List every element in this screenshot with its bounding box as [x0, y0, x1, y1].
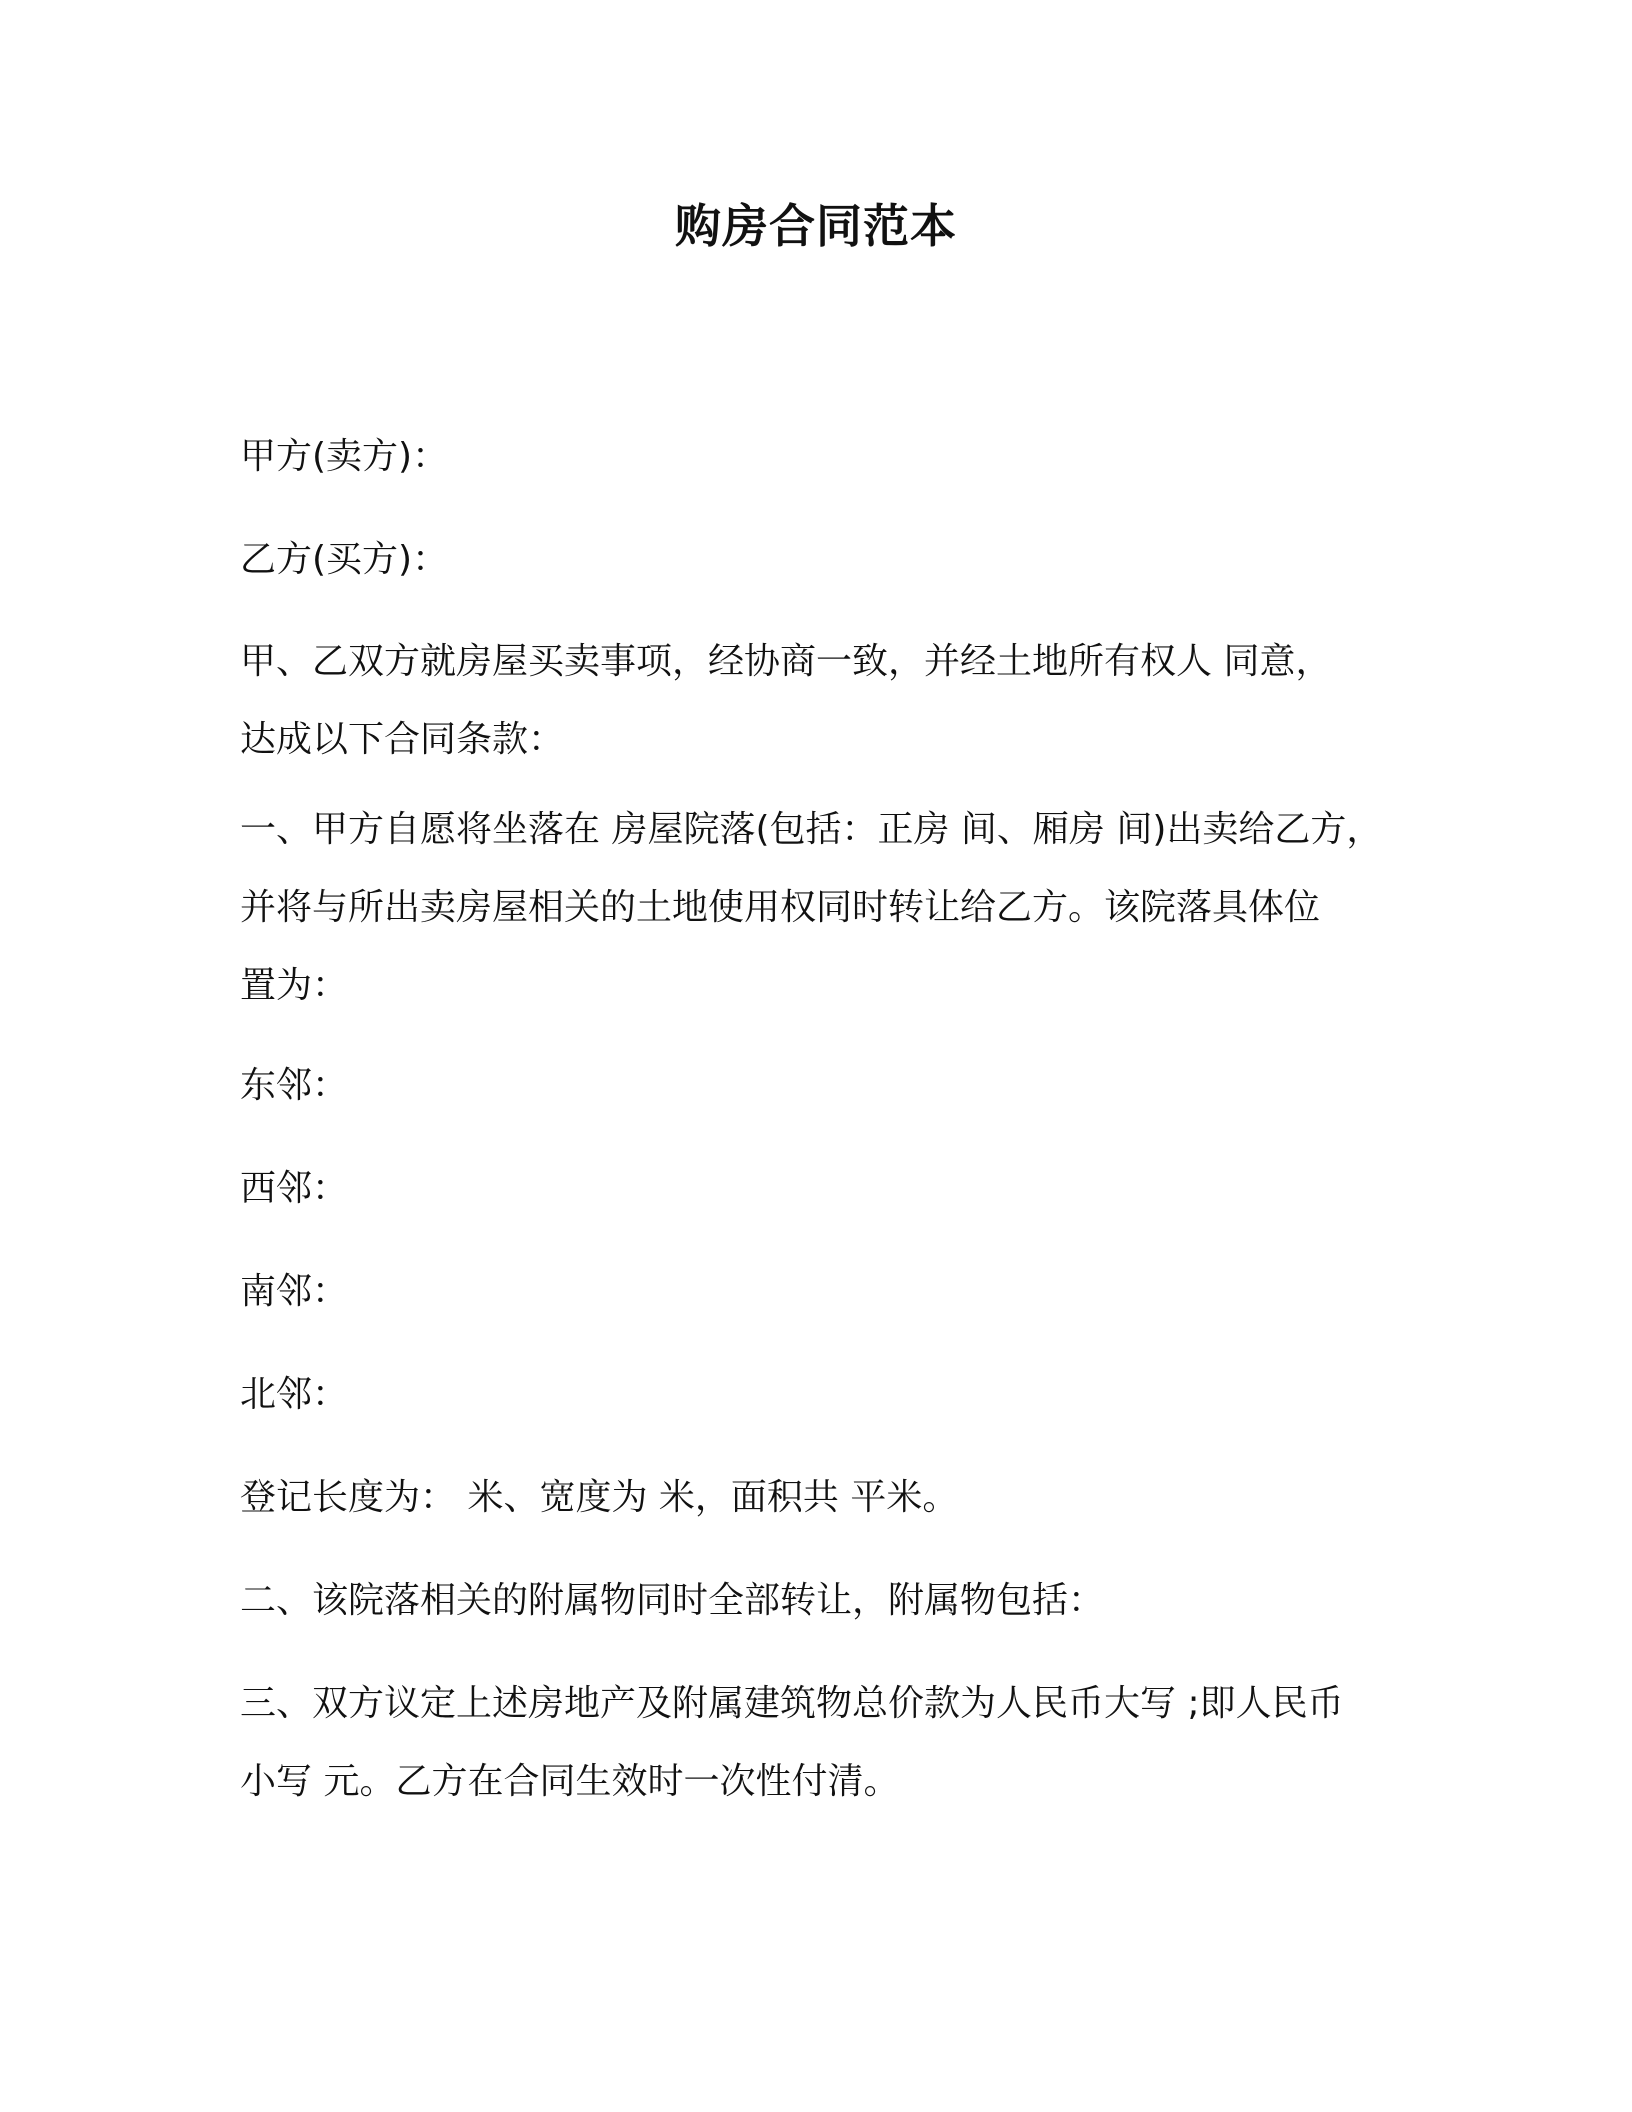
dimensions-line	[240, 1459, 1400, 1537]
clause-one-paragraph	[240, 791, 1400, 1025]
text-line: 甲方(卖方)：	[240, 436, 449, 477]
text-line: 东邻：	[240, 1065, 349, 1106]
text-line: 小写 元。乙方在合同生效时一次性付清。	[240, 1761, 900, 1802]
text-line: 登记长度为： 米、宽度为 米，面积共 平米。	[240, 1477, 959, 1518]
south-neighbor-line	[240, 1253, 1400, 1331]
buyer-line	[240, 521, 1400, 599]
text-line: 乙方(买方)：	[240, 539, 449, 580]
text-line: 达成以下合同条款：	[240, 719, 565, 760]
agreement-intro-paragraph	[240, 623, 1400, 779]
text-line: 置为：	[240, 965, 349, 1006]
text-line: 北邻：	[240, 1374, 349, 1415]
text-line: 一、甲方自愿将坐落在 房屋院落(包括：正房 间、厢房 间)出卖给乙方，	[240, 809, 1383, 850]
text-line: 并将与所出卖房屋相关的土地使用权同时转让给乙方。该院落具体位	[240, 887, 1321, 928]
seller-line	[240, 418, 1400, 496]
west-neighbor-line	[240, 1150, 1400, 1228]
text-line: 西邻：	[240, 1168, 349, 1209]
east-neighbor-line	[240, 1047, 1400, 1125]
text-line: 甲、乙双方就房屋买卖事项，经协商一致，并经土地所有权人 同意，	[240, 641, 1332, 682]
clause-three-paragraph	[240, 1665, 1400, 1821]
text-line: 三、双方议定上述房地产及附属建筑物总价款为人民币大写 ;即人民币	[240, 1683, 1344, 1724]
text-line: 二、该院落相关的附属物同时全部转让，附属物包括：	[240, 1580, 1105, 1621]
text-line: 南邻：	[240, 1271, 349, 1312]
clause-two-paragraph	[240, 1562, 1400, 1640]
document-title: 购房合同范本	[675, 199, 957, 253]
north-neighbor-line	[240, 1356, 1400, 1434]
